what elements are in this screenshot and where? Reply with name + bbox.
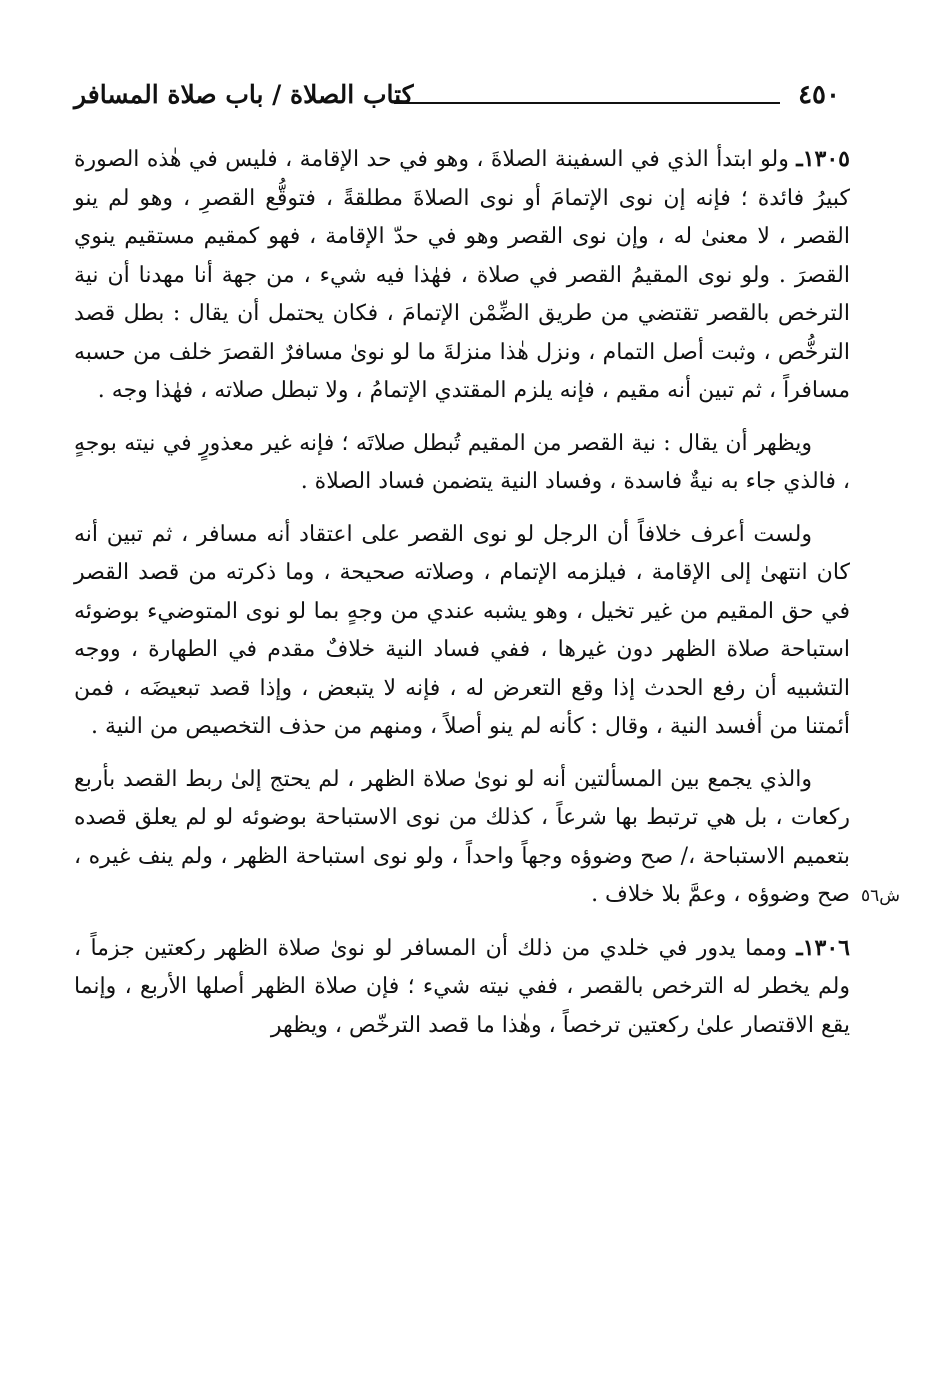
paragraph-1305 [74,140,850,411]
paragraph [74,761,850,915]
manuscript-folio-marker: ش٥٦ [860,885,900,906]
paragraph-text: ولست أعرف خلافاً أن الرجل لو نوى القصر على اعتقاد أنه مسافر ، ثم تبين أنه كان انتهىٰ إلى الإقامة ، فيلزمه الإتمام ، وصلاته صحيحة ، وما ذكرته من قصد القصر في حق المقيم من غير تخيل ، وهو يشبه عندي من وجهٍ بما لو نوى المتوضيء بوضوئه استباحة صلاة الظهر دون غيرها ، ففي فساد النية خلافٌ مقدم في الطهارة ، ووجه التشبيه أن رفع الحدث إذا وقع التعرض له ، فإنه لا يتبعض ، وإذا قصد تبعيضَه ، فمن أئمتنا من أفسد النية ، وقال : كأنه لم ينو أصلاً ، ومنهم من حذف التخصيص من النية . [74,521,850,739]
page-header [74,78,850,118]
paragraph-text: ويظهر أن يقال : نية القصر من المقيم تُبطل صلاتَه ؛ فإنه غير معذورٍ في نيته بوجهٍ ، فالذي جاء به نيةٌ فاسدة ، وفساد النية يتضمن فساد الصلاة . [74,430,850,494]
paragraph-with-margin-note [74,761,900,915]
paragraph-text: ومما يدور في خلدي من ذلك أن المسافر لو نوىٰ صلاة الظهر ركعتين جزماً ، ولم يخطر له الترخص بالقصر ، ففي نيته شيء ؛ فإن صلاة الظهر أصلها الأربع ، وإنما يقع الاقتصار علىٰ ركعتين ترخصاً ، وهٰذا ما قصد الترخّص ، ويظهر [74,935,850,1038]
paragraph-number: ١٣٠٦ـ [796,934,850,961]
paragraph-text: ولو ابتدأ الذي في السفينة الصلاةَ ، وهو في حد الإقامة ، فليس في هٰذه الصورة كبيرُ فائدة ؛ فإنه إن نوى الإتمامَ أو نوى الصلاةَ مطلقةً ، فتوقُّع القصرِ ، وهو لم ينو القصر ، لا معنىٰ له ، وإن نوى القصر وهو في حدّ الإقامة ، فهو كمقيم مستقيم ينوي القصرَ . ولو نوى المقيمُ القصر في صلاة ، فهٰذا فيه شيء ، من جهة أنا مهدنا أن نية الترخص بالقصر تقتضي من طريق الضِّمْن الإتمامَ ، فكان يحتمل أن يقال : بطل قصد الترخُّص ، وثبت أصل التمام ، ونزل هٰذا منزلةَ ما لو نوىٰ مسافرٌ القصرَ خلف من حسبه مسافراً ، ثم تبين أنه مقيم ، فإنه يلزم المقتدي الإتمامُ ، ولا تبطل صلاته ، فهٰذا وجه . [74,147,850,403]
header-rule [394,102,780,104]
page-body [74,140,900,1059]
paragraph-1306 [74,929,850,1046]
paragraph-text: والذي يجمع بين المسألتين أنه لو نوىٰ صلاة الظهر ، لم يحتج إلىٰ ربط القصد بأربع ركعات ، بل هي ترتبط بها شرعاً ، كذلك من نوى الاستباحة بوضوئه لو لم يعلق قصده بتعميم الاستباحة ،/ صح وضوؤه وجهاً واحداً ، ولو نوى استباحة الظهر ، ولم ينف غيره ، صح وضوؤه ، وعمَّ بلا خلاف . [74,766,850,907]
running-title: كتاب الصلاة / باب صلاة المسافر [74,80,414,109]
paragraph [74,516,850,747]
paragraph-number: ١٣٠٥ـ [796,146,850,172]
paragraph [74,425,850,502]
page-number: ٤٥٠ [798,80,840,110]
